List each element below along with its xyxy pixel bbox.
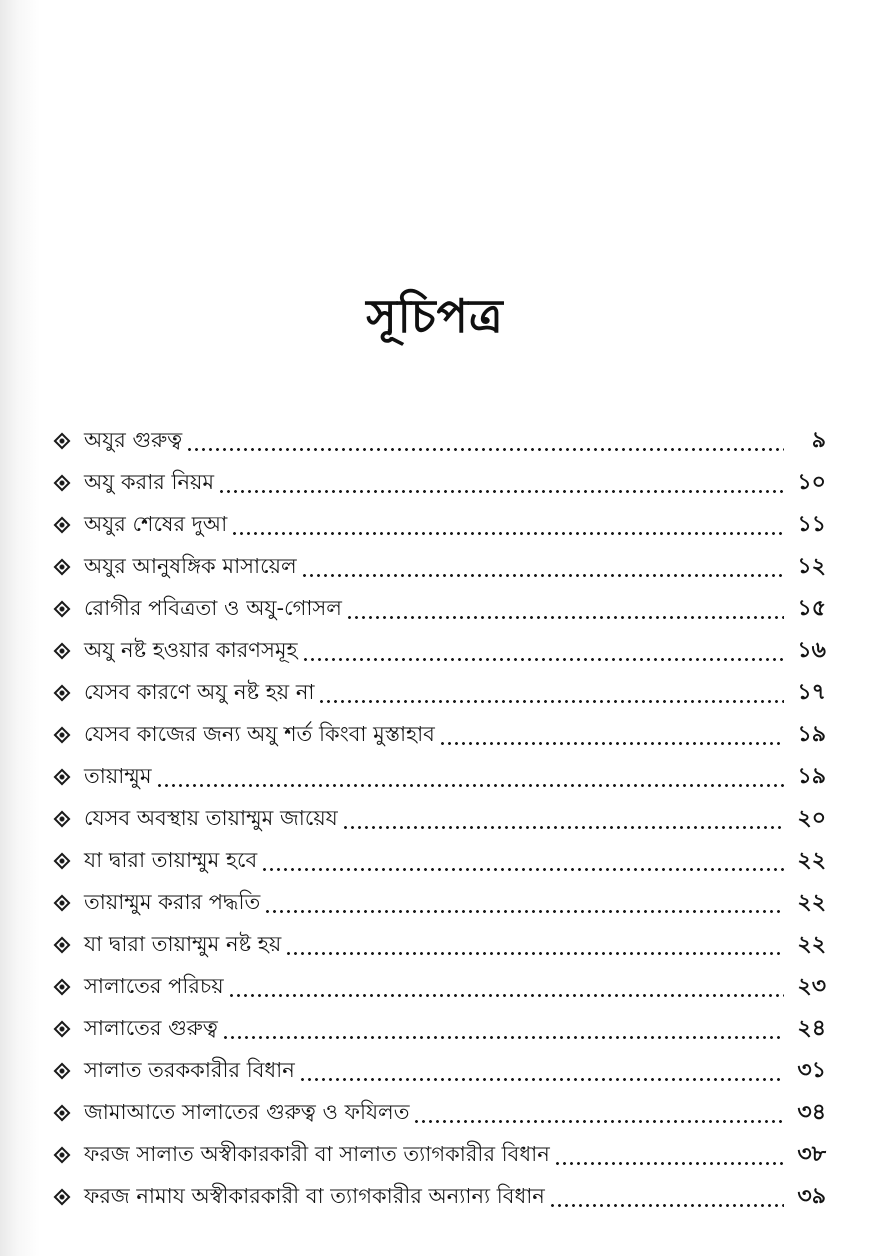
diamond-bullet-icon (54, 1105, 71, 1122)
diamond-bullet-icon (54, 475, 71, 492)
diamond-bullet-icon (54, 895, 71, 912)
diamond-bullet-icon (54, 1063, 71, 1080)
toc-entry (50, 924, 826, 966)
dot-leader (549, 1204, 784, 1207)
diamond-bullet-icon (54, 769, 71, 786)
toc-entry-page: ২২ (797, 889, 826, 915)
toc-entry (50, 714, 826, 756)
table-of-contents (50, 420, 826, 1218)
diamond-bullet-icon (54, 685, 71, 702)
diamond-bullet-icon (54, 979, 71, 996)
toc-entry-label: যেসব কারণে অযু নষ্ট হয় না (84, 679, 315, 704)
toc-entry (50, 1092, 826, 1134)
toc-entry-page: ১৭ (797, 679, 826, 705)
diamond-bullet-icon (54, 433, 71, 450)
toc-entry (50, 1134, 826, 1176)
toc-entry-label: যা দ্বারা তায়াম্মুম নষ্ট হয় (84, 931, 282, 956)
toc-entry-label: যা দ্বারা তায়াম্মুম হবে (84, 847, 258, 872)
toc-entry-page: ১০ (797, 469, 826, 495)
diamond-bullet-icon (54, 937, 71, 954)
toc-entry (50, 882, 826, 924)
toc-entry-label: যেসব অবস্থায় তায়াম্মুম জায়েয (84, 805, 338, 830)
toc-entry (50, 756, 826, 798)
dot-leader (186, 448, 784, 451)
toc-entry-page: ২২ (797, 931, 826, 957)
toc-entry-page: ১৫ (797, 595, 826, 621)
dot-leader (228, 994, 784, 997)
diamond-bullet-icon (54, 811, 71, 828)
dot-leader (302, 658, 784, 661)
toc-entry-label: জামাআতে সালাতের গুরুত্ব ও ফযিলত (84, 1099, 410, 1124)
toc-entry-label: ফরজ নামায অস্বীকারকারী বা ত্যাগকারীর অন্যান্য বিধান (84, 1183, 545, 1208)
toc-entry-label: রোগীর পবিত্রতা ও অযু-গোসল (84, 595, 342, 620)
toc-entry-page: ২২ (797, 847, 826, 873)
toc-entry-page: ৯ (811, 427, 826, 453)
dot-leader (285, 952, 784, 955)
toc-entry-page: ৩৪ (797, 1099, 826, 1125)
diamond-bullet-icon (54, 1147, 71, 1164)
dot-leader (346, 616, 784, 619)
toc-entry (50, 1050, 826, 1092)
dot-leader (264, 910, 784, 913)
toc-entry-label: অযু করার নিয়ম (84, 469, 215, 494)
toc-entry-page: ২৪ (797, 1015, 826, 1041)
toc-entry (50, 1008, 826, 1050)
toc-entry (50, 840, 826, 882)
toc-entry-page: ১১ (797, 511, 826, 537)
toc-entry-page: ৩৮ (797, 1141, 826, 1167)
toc-entry-page: ১৬ (797, 637, 826, 663)
dot-leader (218, 490, 784, 493)
diamond-bullet-icon (54, 727, 71, 744)
toc-entry-page: ৩১ (797, 1057, 826, 1083)
toc-entry-label: ফরজ সালাত অস্বীকারকারী বা সালাত ত্যাগকারীর বিধান (84, 1141, 550, 1166)
toc-entry-label: অযুর গুরুত্ব (84, 427, 183, 452)
toc-entry-page: ৩৯ (797, 1183, 826, 1209)
dot-leader (156, 784, 784, 787)
toc-entry-label: তায়াম্মুম (84, 763, 152, 788)
toc-entry-page: ২৩ (797, 973, 826, 999)
toc-entry (50, 630, 826, 672)
diamond-bullet-icon (54, 1021, 71, 1038)
dot-leader (261, 868, 784, 871)
dot-leader (222, 1036, 784, 1039)
toc-entry-page: ১২ (797, 553, 826, 579)
toc-entry (50, 546, 826, 588)
diamond-bullet-icon (54, 1189, 71, 1206)
dot-leader (413, 1120, 784, 1123)
toc-entry-label: সালাতের পরিচয় (84, 973, 224, 998)
diamond-bullet-icon (54, 517, 71, 534)
diamond-bullet-icon (54, 601, 71, 618)
toc-entry (50, 588, 826, 630)
toc-entry (50, 672, 826, 714)
page-title: সূচিপত্র (366, 289, 504, 343)
dot-leader (231, 532, 784, 535)
toc-entry-label: অযুর আনুষঙ্গিক মাসায়েল (84, 553, 297, 578)
toc-entry-label: সালাতের গুরুত্ব (84, 1015, 218, 1040)
toc-entry (50, 504, 826, 546)
toc-entry-label: সালাত তরককারীর বিধান (84, 1057, 295, 1082)
toc-entry-label: তায়াম্মুম করার পদ্ধতি (84, 889, 261, 914)
toc-entry (50, 966, 826, 1008)
toc-entry (50, 1176, 826, 1218)
diamond-bullet-icon (54, 853, 71, 870)
dot-leader (342, 826, 784, 829)
toc-entry (50, 462, 826, 504)
toc-entry (50, 420, 826, 462)
toc-entry (50, 798, 826, 840)
dot-leader (299, 1078, 784, 1081)
toc-entry-page: ২০ (797, 805, 826, 831)
dot-leader (301, 574, 784, 577)
dot-leader (554, 1162, 784, 1165)
toc-entry-label: যেসব কাজের জন্য অযু শর্ত কিংবা মুস্তাহাব (84, 721, 435, 746)
diamond-bullet-icon (54, 559, 71, 576)
dot-leader (439, 742, 784, 745)
dot-leader (318, 700, 784, 703)
toc-entry-label: অযু নষ্ট হওয়ার কারণসমূহ (84, 637, 298, 662)
diamond-bullet-icon (54, 643, 71, 660)
toc-entry-label: অযুর শেষের দুআ (84, 511, 228, 536)
toc-entry-page: ১৯ (797, 763, 826, 789)
toc-entry-page: ১৯ (797, 721, 826, 747)
